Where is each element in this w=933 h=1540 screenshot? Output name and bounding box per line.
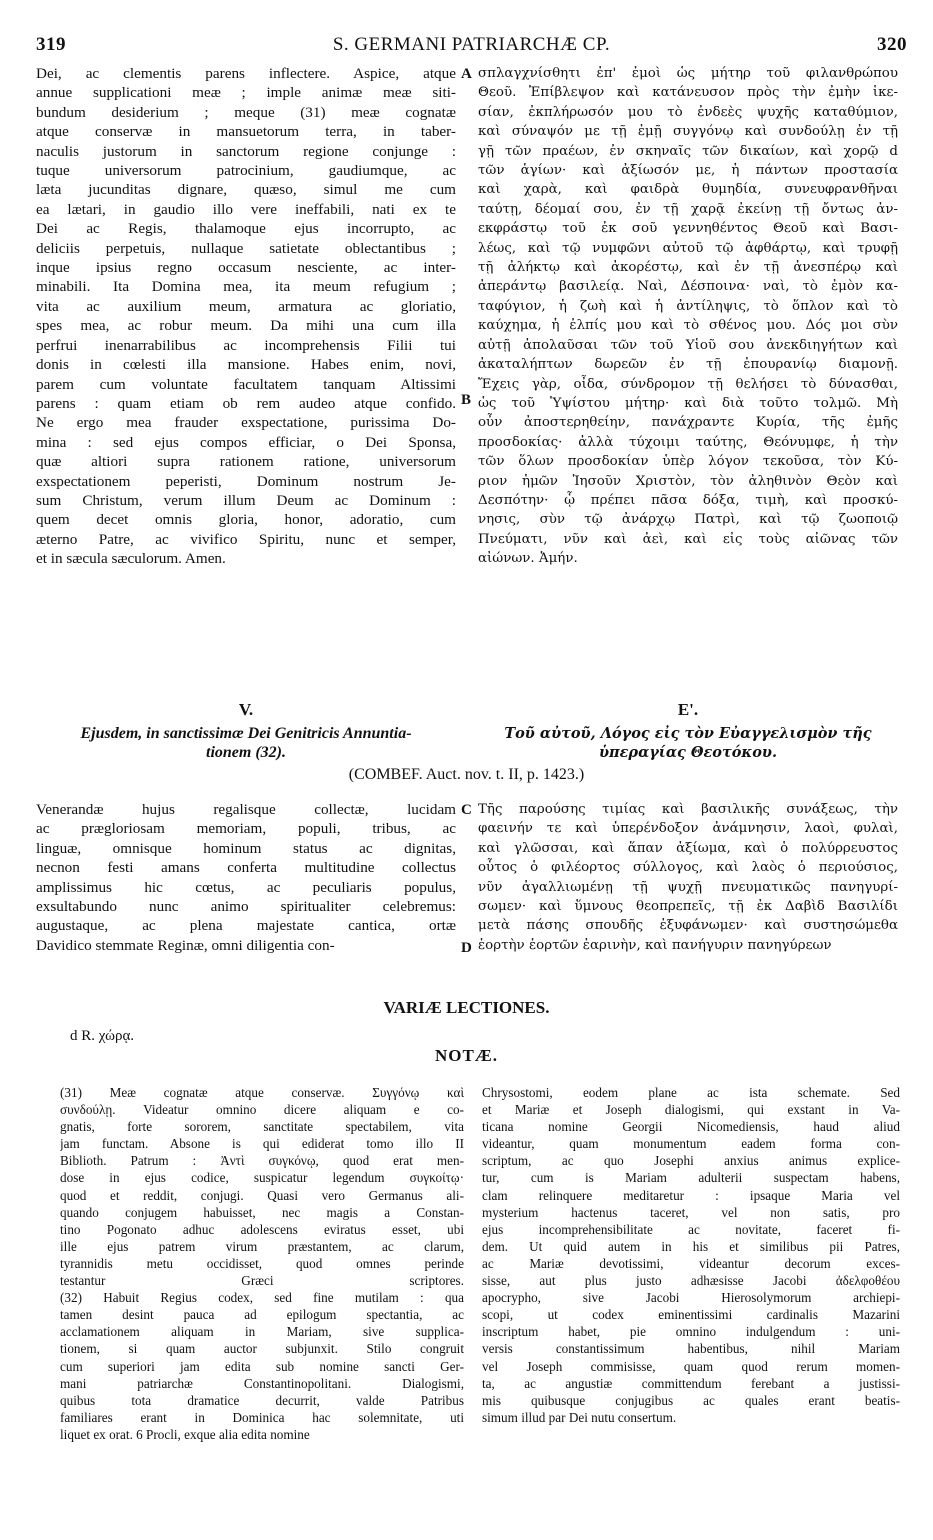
note-line: vel Joseph commisisse, quam quod rerum momen- — [482, 1358, 900, 1374]
note-line: (31) Meæ cognatæ atque conservæ. Συγγόνῳ καὶ — [60, 1085, 464, 1100]
greek-text-line: τῇ ἀλήκτῳ καὶ ἀκορέστῳ, καὶ ἐν τῇ ἀνεσπέρῳ καὶ — [478, 260, 898, 276]
greek-text-line: καύχημα, ἡ ἐλπίς μου καὶ τὸ σθένος μου. Δός μοι σὺν — [478, 318, 898, 334]
greek-text-line: Πνεύματι, νῦν καὶ ἀεὶ, καὶ εἰς τοὺς αἰῶνας τῶν — [478, 531, 898, 547]
note-line: tamen desint pauca ad epilogum spectantia, ac — [60, 1307, 464, 1323]
latin-text-line: necnon festi amans conferta multitudine collectus — [36, 859, 456, 877]
note-line: quod et reddit, conjugi. Quasi vero Germanus ali- — [60, 1187, 464, 1203]
note-line: liquet ex orat. 6 Procli, exque alia edita nomine — [60, 1426, 310, 1442]
greek-text-line: Δεσπότην· ᾧ πρέπει πᾶσα δόξα, τιμὴ, καὶ προσκύ- — [478, 492, 898, 508]
section-title-latin — [36, 724, 456, 762]
note-line: ticana nomine Georgii Nicomediensis, haud aliud — [482, 1119, 900, 1135]
note-line: tino Pogonato adhuc adolescens eviratus esset, ubi — [60, 1221, 464, 1237]
latin-text-line: amplissimus hic cœtus, ac peculiaris populus, — [36, 878, 456, 896]
note-line: testantur Græci scriptores. — [60, 1273, 464, 1289]
latin-text-line: parem cum voluntate facultatem tanquam Altissimi — [36, 375, 456, 393]
greek-text-line: ριον ἡμῶν Ἰησοῦν Χριστὸν, τὸν ἀληθινὸν Θεὸν καὶ — [478, 473, 898, 489]
latin-text-line: inque ipsius regno occasum nesciente, ac inter- — [36, 259, 456, 277]
note-line: ille ejus patrem virum præstantem, ac clarum, — [60, 1238, 464, 1254]
greek-text-line: εκφράστῳ τοῦ ἐκ σοῦ γεννηθέντος Θεοῦ καὶ Βασι- — [478, 221, 898, 237]
source-citation: (COMBEF. Auct. nov. t. II, p. 1423.) — [348, 766, 585, 783]
greek-text-line: Τῆς παρούσης τιμίας καὶ βασιλικῆς συνάξεως, τὴν — [478, 802, 898, 817]
greek-text-line: καὶ γλῶσσαι, καὶ ἅπαν ἀξίωμα, καὶ ὁ πολύρρευστος — [478, 840, 898, 856]
margin-marker-a: A — [461, 66, 472, 82]
latin-text-line: bundum desiderium ; meque (31) meæ cognatæ — [36, 103, 456, 121]
note-line: tur, cum is Mariam adulterii suspectam habens, — [482, 1170, 900, 1186]
latin-text-line: exspectationem peperisti, Dominum nostrum Je- — [36, 472, 456, 490]
greek-text-line: φαεινήν τε καὶ ὑπερένδοξον ἀνάμνησιν, λαοὶ, φυλαὶ, — [478, 821, 898, 837]
note-line: et Mariæ et Joseph dialogismi, qui exstant in Va- — [482, 1102, 900, 1118]
note-line: gnatis, forte sororem, sanctitate spectabilem, vita — [60, 1119, 464, 1135]
latin-text-line: mina : sed ejus compos efficiar, o Dei Sponsa, — [36, 433, 456, 451]
greek-text-bottom — [478, 800, 898, 955]
latin-text-line: tuque universorum patrocinium, gaudiumque, ac — [36, 162, 456, 180]
greek-text-line: προσδοκίας· ἀλλὰ τύχοιμι ταύτης, Θεόνυμφε, ἡ τὴν — [478, 434, 898, 450]
note-line: ta, ac angustiæ committendum ferebant a justissi- — [482, 1375, 900, 1391]
latin-text-line: linguæ, omnisque hominum status ac dignitas, — [36, 839, 456, 857]
latin-text-line: minabili. Ita Domina mea, ita meum refugium ; — [36, 278, 456, 296]
greek-text-line: ἑορτὴν ἑορτῶν ἐαρινὴν, καὶ πανήγυριν πανηγύρεων — [478, 937, 832, 953]
section-title-greek-line2: ὑπεραγίας Θεοτόκου. — [598, 744, 778, 761]
greek-text-line: αἰώνων. Ἀμήν. — [478, 551, 578, 567]
latin-text-line: sum Christum, verum illum Deum ac Dominum : — [36, 491, 456, 509]
latin-text-line: Dei, ac clementis parens inflectere. Aspice, atque — [36, 65, 456, 82]
note-line: simum illud par Dei nutu consertum. — [482, 1409, 677, 1425]
greek-text-line: τῶν ἁγίων· καὶ ἀξίωσόν με, ἡ πάντων προστασία — [478, 163, 898, 179]
section-title-latin-line2: tionem (32). — [206, 744, 286, 761]
greek-text-line: σωμεν· καὶ ὕμνους θεοπρεπεῖς, τῇ ἐκ Δαβὶδ Βασιλίδι — [478, 899, 898, 915]
note-line: dose in ejus codice, suspicatur legendum συγκοίτῳ· — [60, 1170, 464, 1186]
latin-text-line: spes mea, ac robur meum. Da mihi una cum illa — [36, 317, 456, 335]
page-title: S. GERMANI PATRIARCHÆ CP. — [332, 34, 611, 55]
variant-reading-note: d R. χώρᾳ. — [70, 1028, 135, 1044]
note-line: dem. Ut quid autem in his et similibus pii Patres, — [482, 1238, 900, 1254]
note-line: mani patriarchæ Constantinopolitani. Dialogismi, — [60, 1375, 464, 1391]
greek-text-line: λέως, καὶ τῷ νυμφῶνι αὐτοῦ τῷ ἀφθάρτῳ, καὶ τρυφῇ — [478, 240, 898, 256]
greek-text-line: ταφύγιον, ἡ ζωὴ καὶ ἡ ἀντίληψις, τὸ ὅπλον καὶ τὸ — [478, 298, 898, 314]
variae-lectiones-heading: VARIÆ LECTIONES. — [383, 998, 550, 1017]
latin-text-line: ea lætari, in gaudio illo vere ineffabili, nati ex te — [36, 200, 456, 218]
greek-text-line: σίαν, ἐκπλήρωσόν μου τὸ ἐνδεὲς ψυχῆς καταθύμιον, — [478, 104, 898, 120]
note-line: mysterium hactenus taceret, vel non satis, pro — [482, 1204, 900, 1220]
section-title-greek-line1: Τοῦ αὐτοῦ, Λόγος εἰς τὸν Εὐαγγελισμὸν τῆς — [504, 725, 872, 742]
notae-heading: NOTÆ. — [434, 1046, 499, 1065]
greek-text-line: νησις, σὺν τῷ ἀνάρχῳ Πατρὶ, καὶ τῷ ζωοποιῷ — [478, 512, 898, 528]
latin-text-line: Ne ergo mea frauder exspectatione, purissima Do- — [36, 414, 456, 432]
greek-text-line: ταύτῃ, δέομαί σου, ἐν τῇ χαρᾷ ἐκείνῃ τῇ ὄντως ἀν- — [478, 201, 898, 217]
notes-left-column — [60, 1084, 464, 1443]
margin-marker-b: B — [461, 392, 472, 408]
note-line: quibus tota dramatice decurrit, valde Patribus — [60, 1392, 464, 1408]
greek-text-line: καὶ σύναψόν με τῇ ἐμῇ συγγόνῳ καὶ συνδούλῃ ἐν τῇ — [478, 124, 898, 140]
section-title-latin-line1: Ejusdem, in sanctissimæ Dei Genitricis Annuntia- — [80, 725, 412, 742]
note-line: tionem, si quam auctor subjunxit. Stilo congruit — [60, 1341, 464, 1357]
note-line: Chrysostomi, eodem plane ac ista schemate. Sed — [482, 1085, 900, 1100]
latin-text-line: Venerandæ hujus regalisque collectæ, lucidam — [36, 801, 456, 818]
note-line: scriptum, ac quo Josephi anxius animus explice- — [482, 1153, 900, 1169]
notes-right-column — [482, 1084, 900, 1426]
greek-text-line: αὐτῇ ἀπολαῦσαι τῶν τοῦ Υἱοῦ σου ἀνεκδιηγήτων καὶ — [478, 337, 898, 353]
note-line: apocrypho, sive Jacobi Hierosolymorum archiepi- — [482, 1290, 900, 1306]
greek-text-top — [478, 64, 898, 569]
note-line: acclamationem aliquam in Mariam, sive supplica- — [60, 1324, 464, 1340]
latin-text-line: ac prægloriosam memoriam, populi, tribus, ac — [36, 820, 456, 838]
greek-text-line: μετὰ πάσης σπουδῆς ἐξυφάνωμεν· καὶ συστησώμεθα — [478, 918, 898, 934]
latin-text-top — [36, 64, 456, 569]
latin-text-line: parens : quam etiam ob rem audeo atque confido. — [36, 394, 456, 412]
note-line: mis quibusque conjugibus ac quales erant beatis- — [482, 1392, 900, 1408]
note-line: sisse, aut plus justo adhæsisse Jacobi ἀδελφοθέου — [482, 1273, 900, 1289]
greek-text-line: οὗτος ὁ φιλέορτος σύλλογος, καὶ λαὸς ὁ περιούσιος, — [478, 860, 898, 876]
note-line: videantur, quam monumentum eadem forma con- — [482, 1136, 900, 1152]
section-number-latin: V. — [238, 700, 254, 719]
greek-text-line: γῇ τῶν πραέων, ἐν σκηναῖς τῶν δικαίων, καὶ χορῷ d — [478, 143, 898, 159]
section-title-greek — [478, 724, 898, 762]
note-line: versis constantissimum habentibus, nihil Mariam — [482, 1341, 900, 1357]
greek-text-line: καὶ χαρὰ, καὶ φαιδρὰ θυμηδία, συνευφρανθῆναι — [478, 182, 898, 198]
latin-text-line: deliciis perpetuis, nullaque satietate oblectantibus ; — [36, 239, 456, 257]
margin-marker-c: C — [461, 802, 472, 818]
greek-text-line: τῶν ὅλων προσδοκίαν ὑπὲρ λόγον τεκοῦσα, τὸν Κύ- — [478, 454, 898, 470]
note-line: (32) Habuit Regius codex, sed fine mutilam : qua — [60, 1290, 464, 1306]
note-line: συνδούλῃ. Videatur omnino dicere aliquam e co- — [60, 1102, 464, 1118]
latin-text-bottom — [36, 800, 456, 955]
note-line: ac Mariæ devotissimi, videantur decorum exces- — [482, 1255, 900, 1271]
greek-text-line: ἀκαταλήπτων δωρεῶν ἐν τῇ ἐπουρανίῳ διαμονῇ. — [478, 357, 898, 373]
note-line: tyrannidis metu occidisset, quod omnes perinde — [60, 1255, 464, 1271]
latin-text-line: æterno Patre, ac vivifico Spiritu, nunc et semper, — [36, 530, 456, 548]
greek-text-line: ἀπεράντῳ βασιλείᾳ. Ναὶ, Δέσποινα· ναὶ, τὸ ἐμὸν κα- — [478, 279, 898, 295]
latin-text-line: naculis justorum in sanctorum regione conjunge : — [36, 142, 456, 160]
latin-text-line: et in sæcula sæculorum. Amen. — [36, 550, 226, 568]
running-header — [36, 34, 907, 62]
latin-text-line: atque conservæ in mansuetorum terra, in taber- — [36, 123, 456, 141]
note-line: familiares erant in Dominica hac solemnitate, uti — [60, 1409, 464, 1425]
latin-text-line: Davidico stemmate Reginæ, omni diligentia con- — [36, 936, 335, 954]
latin-text-line: perfrui inenarrabilibus ac incomprehensis Filii tui — [36, 336, 456, 354]
latin-text-line: Dei ac Regis, thalamoque ejus incorrupto, ac — [36, 220, 456, 238]
latin-text-line: læta jucunditas dignare, quæso, simul me cum — [36, 181, 456, 199]
note-line: clam relinquere meditaretur : ipsaque Maria vel — [482, 1187, 900, 1203]
note-line: Biblioth. Patrum : Ἀντὶ συγκόνῳ, quod erat men- — [60, 1153, 464, 1169]
greek-text-line: νῦν ἀγαλλιωμένῃ τῇ ψυχῇ πνευματικῶς πανηγυρί- — [478, 879, 898, 895]
greek-text-line: οὖν ἀποστερηθείην, πανάχραντε Κυρία, τῆς ἐμῆς — [478, 415, 898, 431]
note-line: quando conjugem habuisset, nec magis a Constan- — [60, 1204, 464, 1220]
section-number-greek: Ε'. — [677, 700, 699, 719]
latin-text-line: donis in cœlesti illa mansione. Habes enim, novi, — [36, 356, 456, 374]
latin-text-line: vita ac auxilium meum, armatura ac gloriatio, — [36, 297, 456, 315]
page-number-left: 319 — [36, 34, 66, 55]
margin-marker-d: D — [461, 940, 472, 956]
greek-text-line: ὡς τοῦ Ὑψίστου μήτηρ· καὶ διὰ τοῦτο τολμῶ. Μὴ — [478, 395, 898, 411]
latin-text-line: annue supplicationi meæ ; imple animæ meæ siti- — [36, 84, 456, 102]
page-number-right: 320 — [877, 34, 907, 55]
note-line: cum superiori jam edita sub nomine sancti Ger- — [60, 1358, 464, 1374]
note-line: scopi, ut codex eminentissimi cardinalis Mazarini — [482, 1307, 900, 1323]
latin-text-line: augustaque, ac plena majestate cantica, ortæ — [36, 917, 456, 935]
greek-text-line: Ἔχεις γὰρ, οἶδα, σύνδρομον τῇ θελήσει τὸ δύνασθαι, — [478, 376, 898, 392]
greek-text-line: Θεοῦ. Ἐπίβλεψον καὶ κατάνευσον πρὸς τὴν ἐμὴν ἱκε- — [478, 85, 898, 101]
note-line: jam functam. Absone is qui ediderat tomo illo II — [60, 1136, 464, 1152]
greek-text-line: σπλαγχνίσθητι ἐπ' ἐμοὶ ὡς μήτηρ τοῦ φιλανθρώπου — [478, 66, 898, 81]
note-line: ejus incomprehensibilitate ac novitate, faceret fi- — [482, 1221, 900, 1237]
latin-text-line: quem decet omnis gloria, honor, adoratio, cum — [36, 511, 456, 529]
note-line: inscriptum habet, pie omnino indulgendum : uni- — [482, 1324, 900, 1340]
latin-text-line: quæ altiori supra rationem ratione, universorum — [36, 453, 456, 471]
latin-text-line: exsultabundo nunc animo spiritualiter celebremus: — [36, 898, 456, 916]
